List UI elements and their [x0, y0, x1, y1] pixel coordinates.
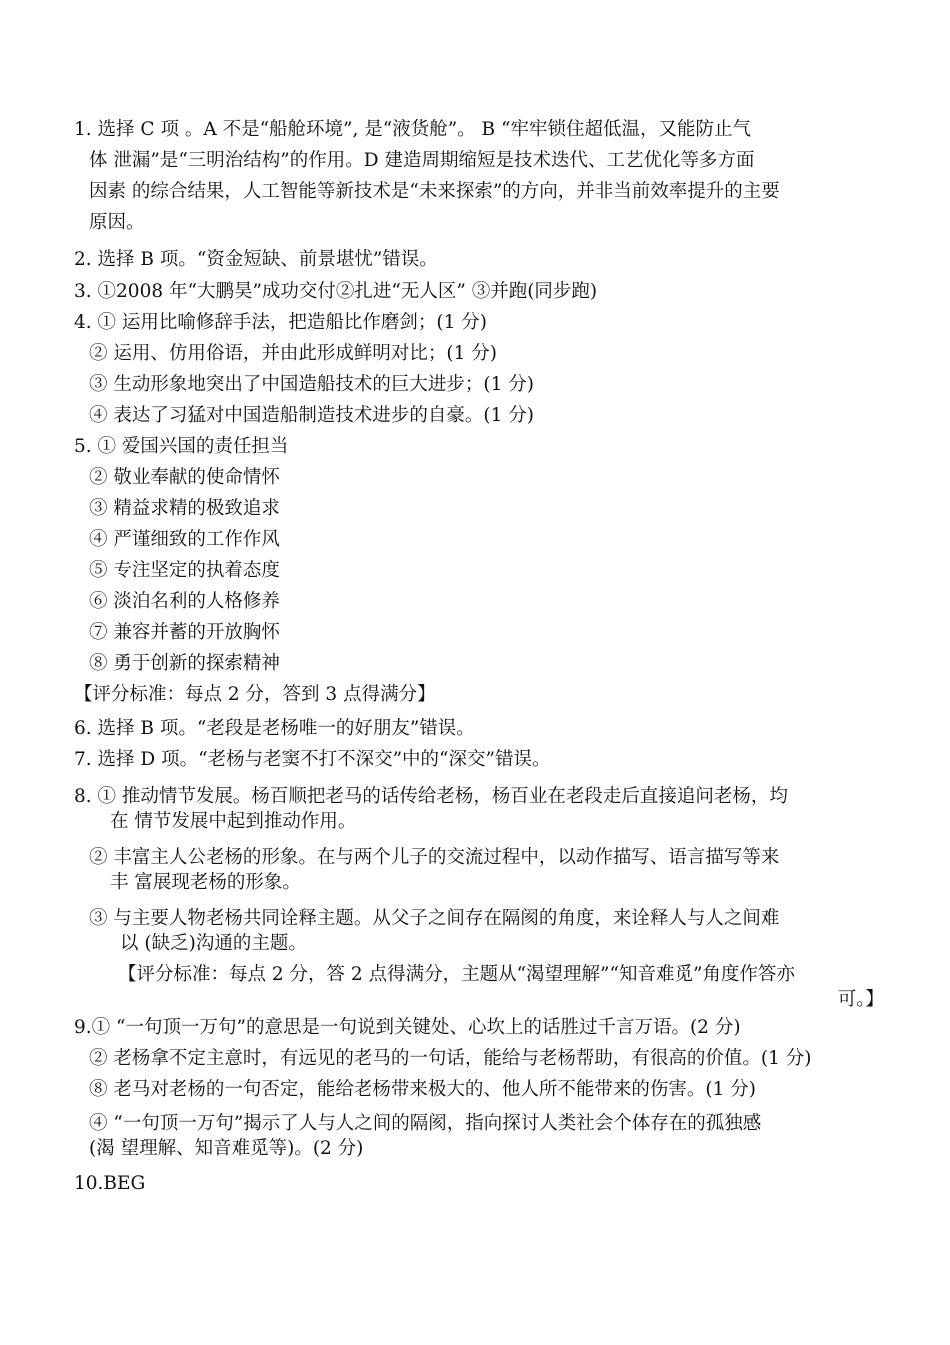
q9-point-4-line-2: (渴 望理解、知音难觅等)。(2 分)	[89, 1138, 364, 1159]
q5-point-2: ② 敬业奉献的使命情怀	[89, 467, 280, 488]
q9-point-1: 9.① “一句顶一万句”的意思是一句说到关键处、心坎上的话胜过千言万语。(2 分)	[74, 1017, 741, 1038]
q8-point-3-line-1: ③ 与主要人物老杨共同诠释主题。从父子之间存在隔阂的角度，来诠释人与人之间难	[89, 908, 780, 929]
q5-point-3: ③ 精益求精的极致追求	[89, 498, 280, 519]
q1-line-3: 因素 的综合结果，人工智能等新技术是“未来探索”的方向，并非当前效率提升的主要	[89, 181, 780, 202]
q4-point-2: ② 运用、仿用俗语，并由此形成鲜明对比；(1 分)	[89, 343, 497, 364]
q5-point-1: 5. ① 爱国兴国的责任担当	[74, 436, 289, 457]
q2-answer: 2. 选择 B 项。“资金短缺、前景堪忧”错误。	[74, 249, 438, 270]
q5-point-7: ⑦ 兼容并蓄的开放胸怀	[89, 622, 280, 643]
q9-point-3: ⑧ 老马对老杨的一句否定，能给老杨带来极大的、他人所不能带来的伤害。(1 分)	[89, 1079, 756, 1100]
q5-point-5: ⑤ 专注坚定的执着态度	[89, 560, 280, 581]
q8-point-3-line-2: 以 (缺乏)沟通的主题。	[120, 933, 307, 954]
q4-point-1: 4. ① 运用比喻修辞手法，把造船比作磨剑；(1 分)	[74, 312, 487, 333]
q8-scoring-note-line-2: 可。】	[837, 989, 884, 1010]
q10-answer: 10.BEG	[74, 1173, 146, 1194]
q4-point-3: ③ 生动形象地突出了中国造船技术的巨大进步；(1 分)	[89, 374, 534, 395]
q5-point-6: ⑥ 淡泊名利的人格修养	[89, 591, 280, 612]
q9-point-4-line-1: ④ “一句顶一万句”揭示了人与人之间的隔阂，指向探讨人类社会个体存在的孤独感	[89, 1113, 762, 1134]
q5-scoring-note: 【评分标准：每点 2 分，答到 3 点得满分】	[74, 684, 436, 705]
q9-point-2: ② 老杨拿不定主意时，有远见的老马的一句话，能给与老杨帮助，有很高的价值。(1 分)	[89, 1048, 812, 1069]
q1-line-4: 原因。	[89, 212, 145, 233]
q8-point-1-line-2: 在 情节发展中起到推动作用。	[110, 811, 357, 832]
q5-point-8: ⑧ 勇于创新的探索精神	[89, 653, 280, 674]
q1-line-1: 1. 选择 C 项 。A 不是“船舱环境”, 是“液货舱”。 B “牢牢锁住超低温，又能防止气	[74, 119, 751, 140]
q8-scoring-note-line-1: 【评分标准：每点 2 分，答 2 点得满分，主题从“渴望理解”“知音难觅”角度作答亦	[118, 964, 795, 985]
q1-line-2: 体 泄漏”是“三明治结构”的作用。D 建造周期缩短是技术迭代、工艺优化等多方面	[89, 150, 755, 171]
q4-point-4: ④ 表达了习猛对中国造船制造技术进步的自豪。(1 分)	[89, 405, 534, 426]
q7-answer: 7. 选择 D 项。“老杨与老窦不打不深交”中的“深交”错误。	[74, 749, 551, 770]
q8-point-1-line-1: 8. ① 推动情节发展。杨百顺把老马的话传给老杨，杨百业在老段走后直接追问老杨，均	[74, 786, 788, 807]
q8-point-2-line-1: ② 丰富主人公老杨的形象。在与两个儿子的交流过程中，以动作描写、语言描写等来	[89, 847, 780, 868]
q6-answer: 6. 选择 B 项。“老段是老杨唯一的好朋友”错误。	[74, 718, 475, 739]
q5-point-4: ④ 严谨细致的工作作风	[89, 529, 280, 550]
q8-point-2-line-2: 丰 富展现老杨的形象。	[110, 872, 301, 893]
q3-answer: 3. ①2008 年“大鹏昊”成功交付②扎进“无人区” ③并跑(同步跑)	[74, 281, 598, 302]
